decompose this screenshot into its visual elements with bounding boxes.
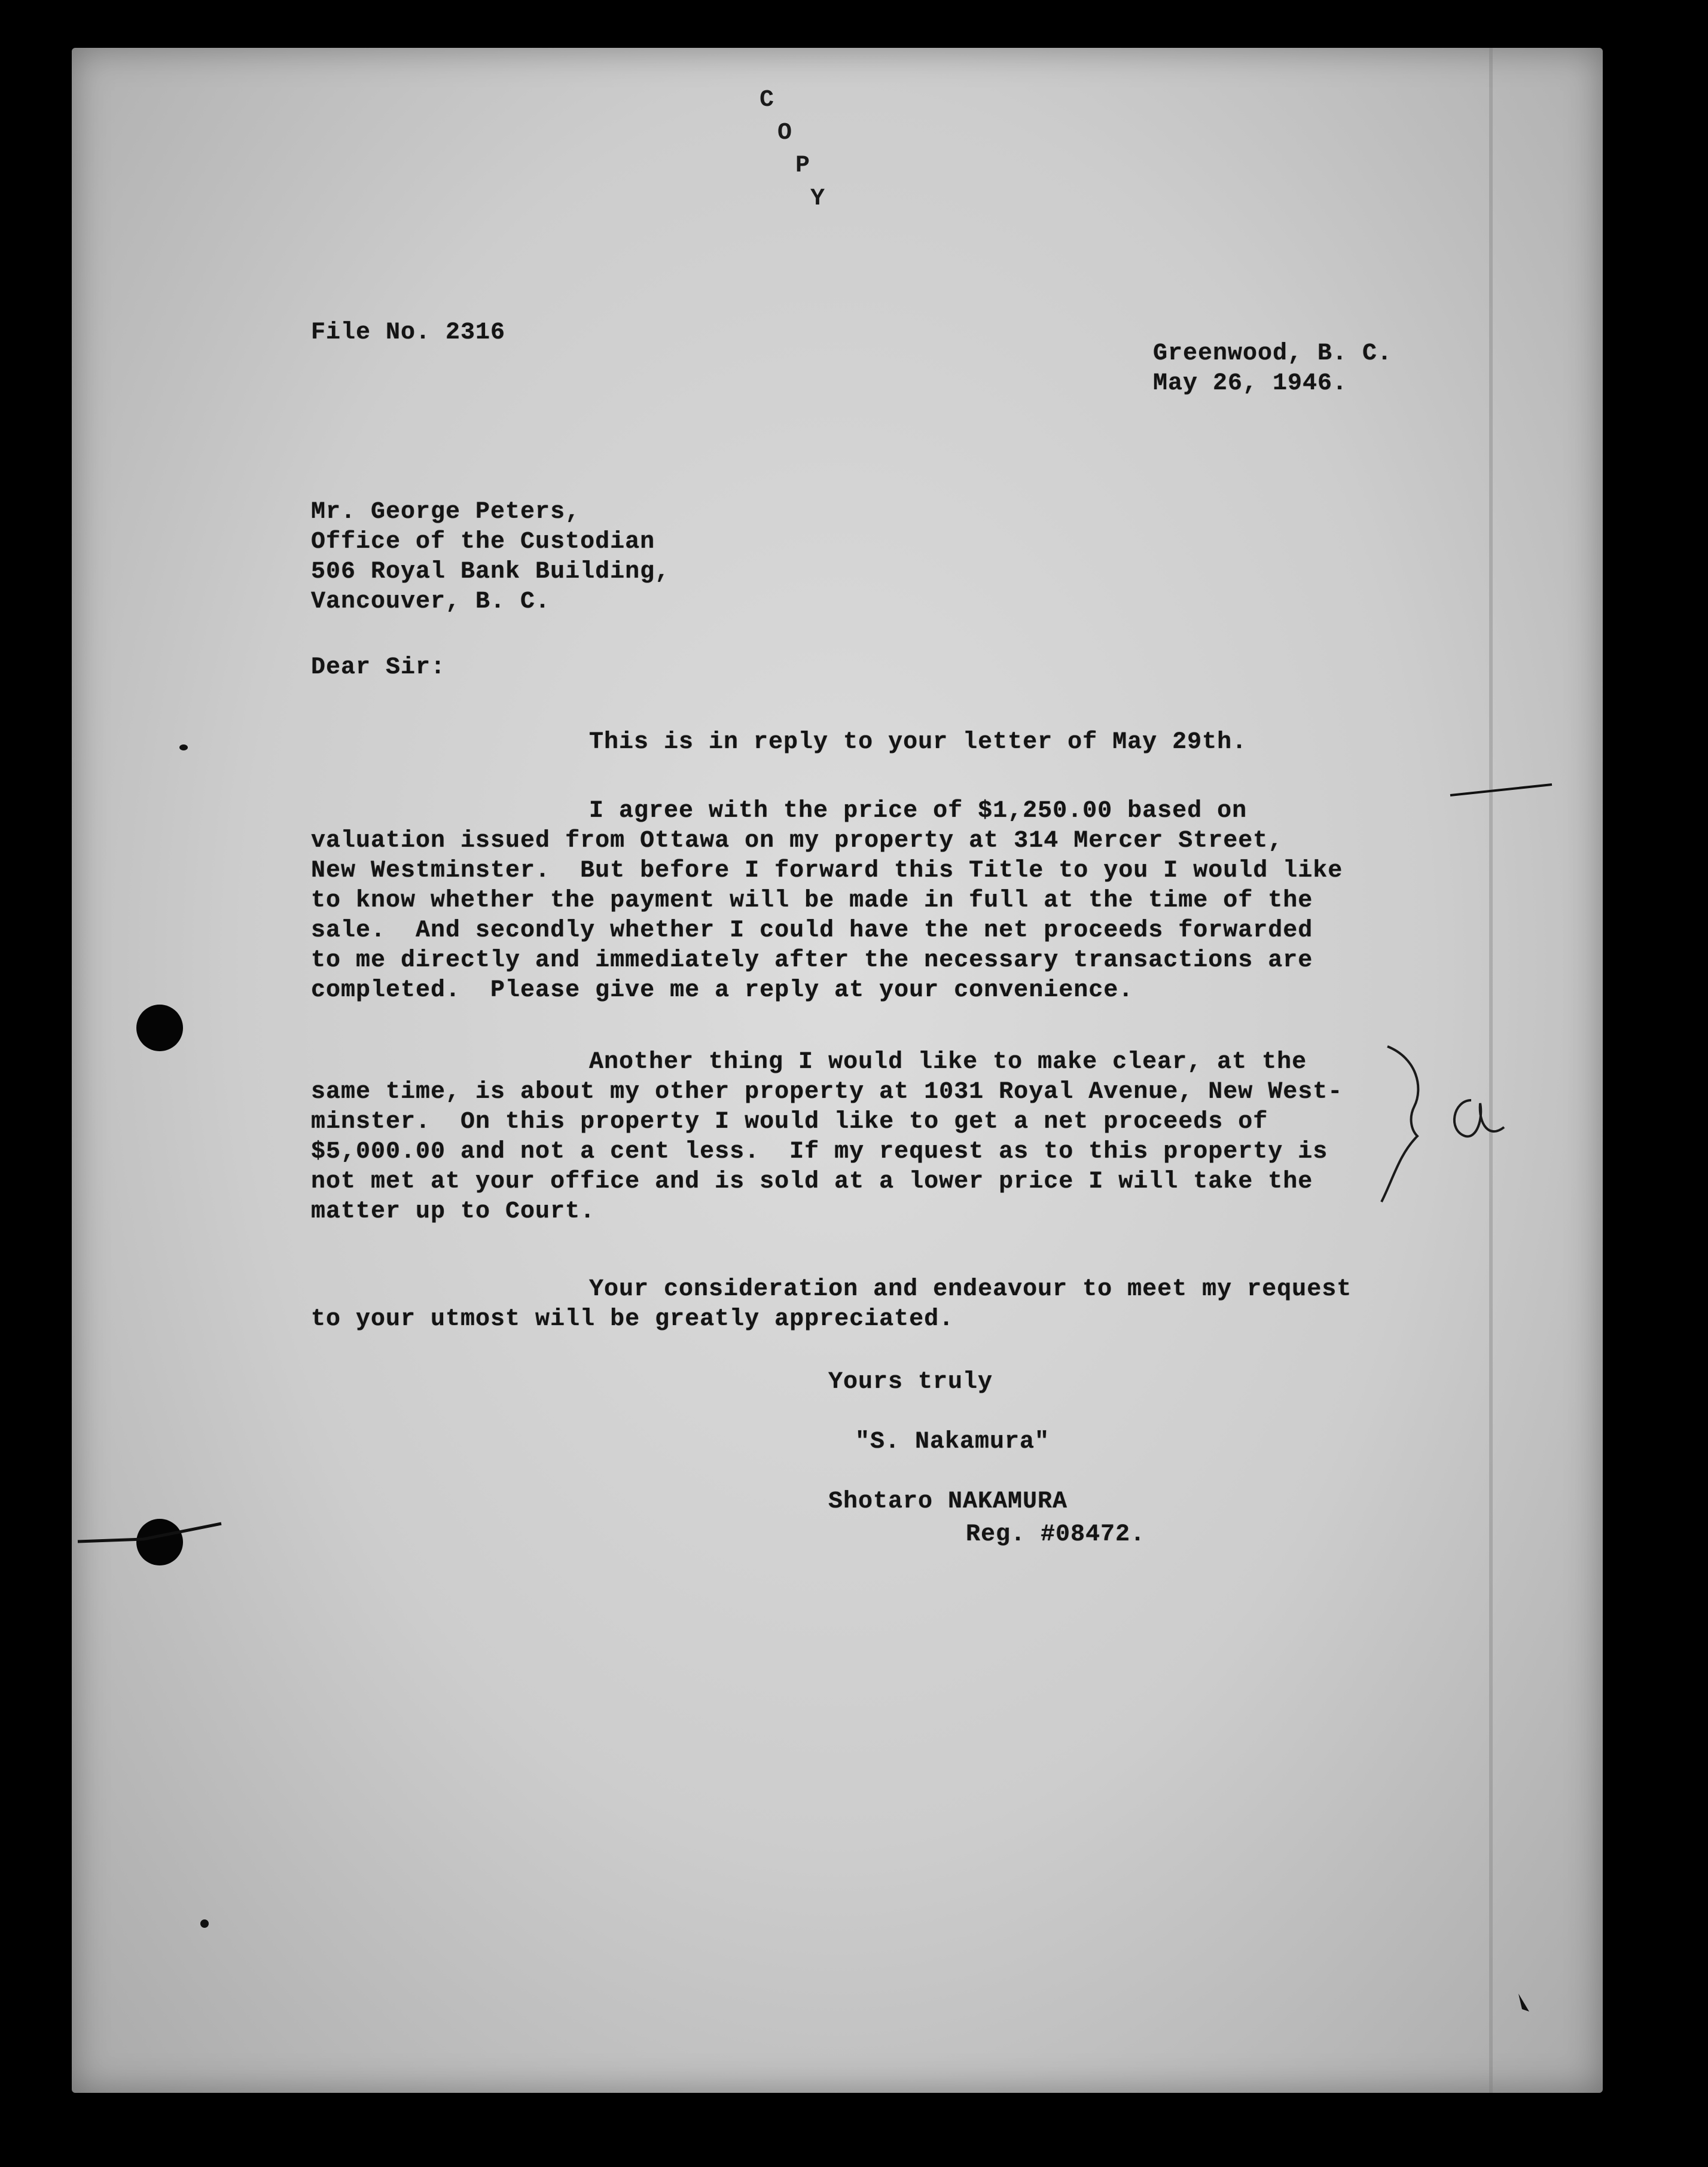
recipient-office: Office of the Custodian: [311, 529, 655, 556]
punch-hole-tear-mark: [72, 1513, 227, 1549]
recipient-city: Vancouver, B. C.: [311, 588, 551, 615]
punch-hole-upper: [136, 1005, 183, 1051]
signature-quote: "S. Nakamura": [855, 1429, 1050, 1455]
speck-mark: [1516, 1991, 1534, 2015]
paragraph-3-line-2: same time, is about my other property at 1031 Royal Avenue, New West-: [311, 1079, 1343, 1106]
salutation: Dear Sir:: [311, 654, 446, 681]
paragraph-3-line-5: not met at your office and is sold at a lower price I will take the: [311, 1168, 1313, 1195]
copy-stamp-letter-p: P: [795, 152, 810, 179]
paragraph-1: This is in reply to your letter of May 29th.: [589, 729, 1248, 756]
paragraph-4-line-1: Your consideration and endeavour to meet my request: [589, 1276, 1352, 1303]
margin-pencil-mark: [1447, 777, 1555, 801]
registration-number: Reg. #08472.: [966, 1521, 1146, 1548]
paragraph-3-line-1: Another thing I would like to make clear, at the: [589, 1049, 1307, 1076]
copy-stamp-letter-y: Y: [810, 185, 825, 212]
copy-stamp-letter-o: O: [777, 120, 792, 146]
paragraph-2-line-5: sale. And secondly whether I could have the net proceeds forwarded: [311, 917, 1313, 944]
paragraph-2-line-6: to me directly and immediately after the necessary transactions are: [311, 947, 1313, 974]
letter-place: Greenwood, B. C.: [1153, 340, 1393, 367]
paragraph-3-line-4: $5,000.00 and not a cent less. If my request as to this property is: [311, 1139, 1328, 1165]
paragraph-2-line-1: I agree with the price of $1,250.00 based on: [589, 798, 1248, 825]
paragraph-3-line-6: matter up to Court.: [311, 1198, 596, 1225]
paragraph-2-line-7: completed. Please give me a reply at your convenience.: [311, 977, 1134, 1004]
file-number: File No. 2316: [311, 319, 506, 346]
paragraph-4-line-2: to your utmost will be greatly appreciated.: [311, 1306, 954, 1333]
paragraph-2-line-3: New Westminster. But before I forward this Title to you I would like: [311, 857, 1343, 884]
copy-stamp-letter-c: C: [760, 87, 774, 114]
letter-date: May 26, 1946.: [1153, 370, 1348, 397]
sender-name: Shotaro NAKAMURA: [828, 1488, 1068, 1515]
paragraph-3-line-3: minster. On this property I would like to get a net proceeds of: [311, 1109, 1268, 1136]
recipient-name: Mr. George Peters,: [311, 499, 581, 526]
paragraph-2-line-2: valuation issued from Ottawa on my property at 314 Mercer Street,: [311, 828, 1283, 854]
closing: Yours truly: [828, 1369, 993, 1396]
handwritten-bracket-annotation: [1375, 1040, 1531, 1220]
speck-mark: [179, 744, 188, 750]
speck-mark: [200, 1919, 209, 1928]
recipient-building: 506 Royal Bank Building,: [311, 558, 670, 585]
paragraph-2-line-4: to know whether the payment will be made in full at the time of the: [311, 887, 1313, 914]
